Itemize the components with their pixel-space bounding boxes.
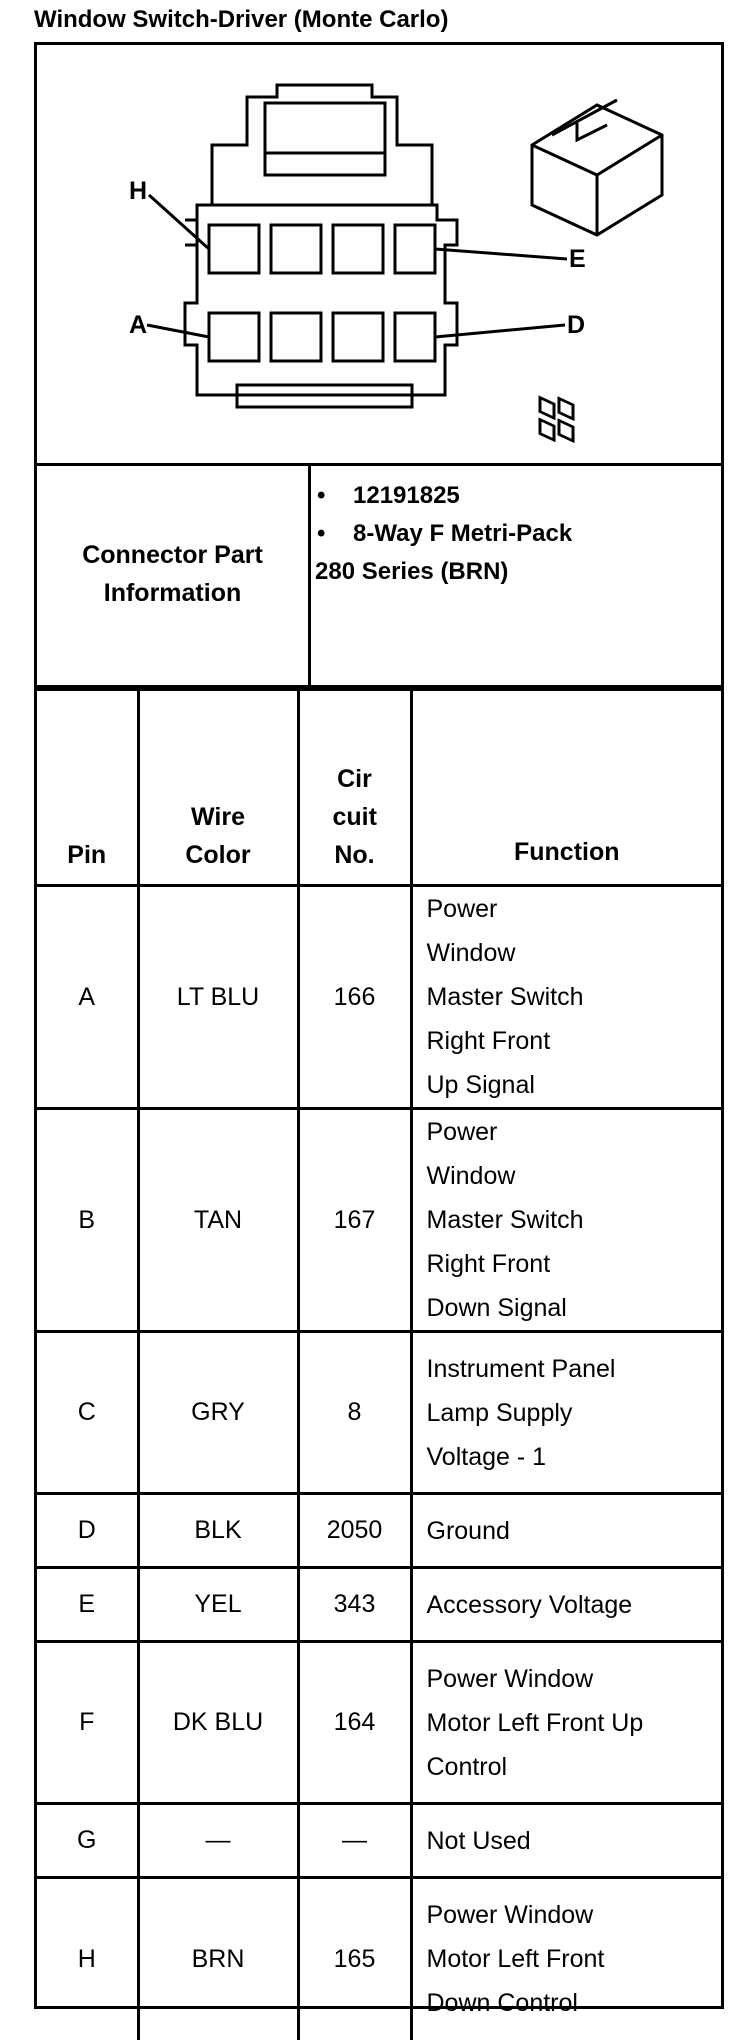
header-wire-color: Wire Color (138, 690, 298, 886)
pin-cell: A (37, 886, 138, 1109)
pin-cell: G (37, 1804, 138, 1878)
table-row (37, 1332, 721, 1494)
connector-part-details: • 12191825 • 8-Way F Metri-Pack 280 Series (BRN) (315, 477, 572, 591)
connector-part-heading: Connector Part Information (37, 463, 311, 685)
header-circuit: Cir cuit No. (298, 690, 411, 886)
pinout-table (37, 688, 721, 2040)
function-cell: Instrument Panel Lamp Supply Voltage - 1 (411, 1332, 721, 1494)
wire-color-cell: BLK (138, 1494, 298, 1568)
connector-diagram (37, 45, 721, 466)
circuit-cell: 165 (298, 1878, 411, 2040)
pin-label-d: D (567, 311, 586, 339)
circuit-cell: 167 (298, 1109, 411, 1332)
table-row (37, 1109, 721, 1332)
pin-label-a: A (129, 311, 148, 339)
pin-cell: C (37, 1332, 138, 1494)
pin-cell: F (37, 1642, 138, 1804)
function-cell: Power Window Motor Left Front Down Control (411, 1878, 721, 2040)
connector-face-drawing (37, 45, 721, 463)
pin-label-h: H (129, 177, 148, 205)
function-cell: Not Used (411, 1804, 721, 1878)
wire-color-cell: YEL (138, 1568, 298, 1642)
table-row (37, 1642, 721, 1804)
table-row (37, 1804, 721, 1878)
wire-color-cell: LT BLU (138, 886, 298, 1109)
wire-color-cell: DK BLU (138, 1642, 298, 1804)
pin-cell: H (37, 1878, 138, 2040)
page-title: Window Switch-Driver (Monte Carlo) (34, 6, 449, 33)
pin-cell: B (37, 1109, 138, 1332)
wire-color-cell: BRN (138, 1878, 298, 2040)
circuit-cell: 164 (298, 1642, 411, 1804)
connector-table-frame (34, 42, 724, 2018)
table-row (37, 1568, 721, 1642)
pin-label-e: E (569, 245, 586, 273)
header-pin: Pin (37, 690, 138, 886)
circuit-cell: 8 (298, 1332, 411, 1494)
pin-cell: D (37, 1494, 138, 1568)
part-description: 8-Way F Metri-Pack (353, 520, 573, 547)
function-cell: Power Window Motor Left Front Up Control (411, 1642, 721, 1804)
circuit-cell: 343 (298, 1568, 411, 1642)
part-number: 12191825 (353, 482, 460, 509)
table-row (37, 1494, 721, 1568)
wire-color-cell: GRY (138, 1332, 298, 1494)
circuit-cell: 2050 (298, 1494, 411, 1568)
wire-color-cell: — (138, 1804, 298, 1878)
function-cell: Power Window Master Switch Right Front Up Signal (411, 886, 721, 1109)
header-function: Function (411, 690, 721, 886)
part-series: 280 Series (BRN) (315, 558, 509, 585)
wire-color-cell: TAN (138, 1109, 298, 1332)
connector-part-information (37, 463, 721, 688)
circuit-cell: 166 (298, 886, 411, 1109)
function-cell: Ground (411, 1494, 721, 1568)
table-row (37, 886, 721, 1109)
function-cell: Power Window Master Switch Right Front Down Signal (411, 1109, 721, 1332)
circuit-cell: — (298, 1804, 411, 1878)
function-cell: Accessory Voltage (411, 1568, 721, 1642)
pin-cell: E (37, 1568, 138, 1642)
table-row (37, 1878, 721, 2040)
table-header-row (37, 690, 721, 886)
